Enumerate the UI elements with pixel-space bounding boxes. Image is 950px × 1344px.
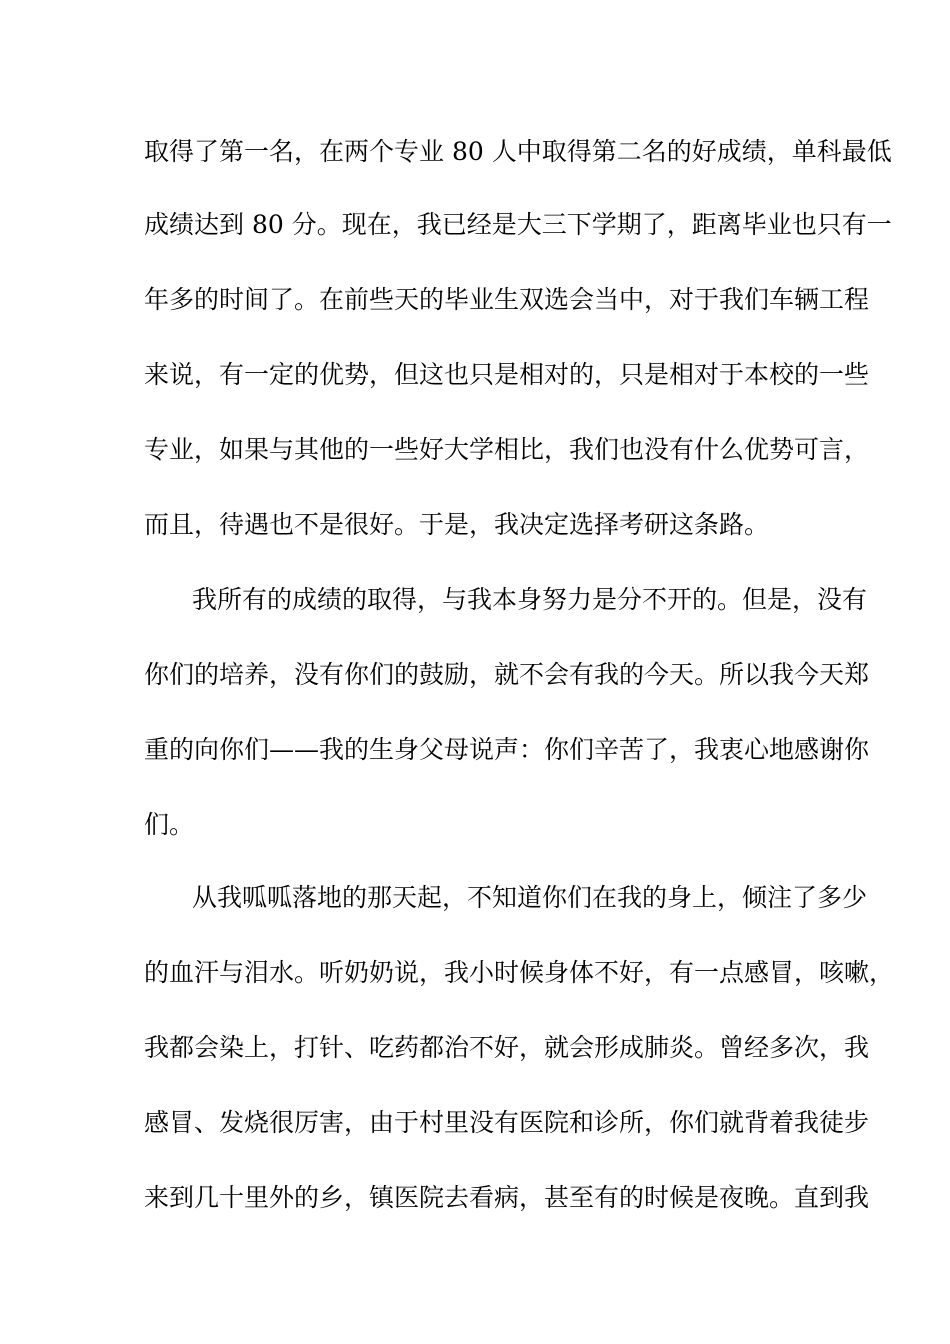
text-line: 的血汗与泪水。听奶奶说，我小时候身体不好，有一点感冒，咳嗽， [144, 958, 895, 987]
text-line: 年多的时间了。在前些天的毕业生双选会当中，对于我们车辆工程 [144, 285, 870, 314]
text-line: 成绩达到 80 分。现在，我已经是大三下学期了，距离毕业也只有一 [144, 210, 892, 239]
text-line: 而且，待遇也不是很好。于是，我决定选择考研这条路。 [144, 510, 770, 539]
text-line: 专业，如果与其他的一些好大学相比，我们也没有什么优势可言， [144, 435, 870, 464]
paragraph-first-line: 我所有的成绩的取得，与我本身努力是分不开的。但是，没有 [192, 585, 868, 614]
text-line: 感冒、发烧很厉害，由于村里没有医院和诊所，你们就背着我徒步 [144, 1108, 870, 1137]
paragraph-first-line: 从我呱呱落地的那天起，不知道你们在我的身上，倾注了多少 [192, 883, 868, 912]
text-line: 们。 [144, 810, 195, 839]
text-line: 你们的培养，没有你们的鼓励，就不会有我的今天。所以我今天郑 [144, 660, 870, 689]
text-line: 我都会染上，打针、吃药都治不好，就会形成肺炎。曾经多次，我 [144, 1033, 870, 1062]
text-line: 重的向你们——我的生身父母说声：你们辛苦了，我衷心地感谢你 [144, 735, 870, 764]
text-line: 来说，有一定的优势，但这也只是相对的，只是相对于本校的一些 [144, 360, 870, 389]
text-line: 取得了第一名，在两个专业 80 人中取得第二名的好成绩，单科最低 [144, 137, 892, 166]
text-line: 来到几十里外的乡，镇医院去看病，甚至有的时候是夜晚。直到我 [144, 1183, 870, 1212]
